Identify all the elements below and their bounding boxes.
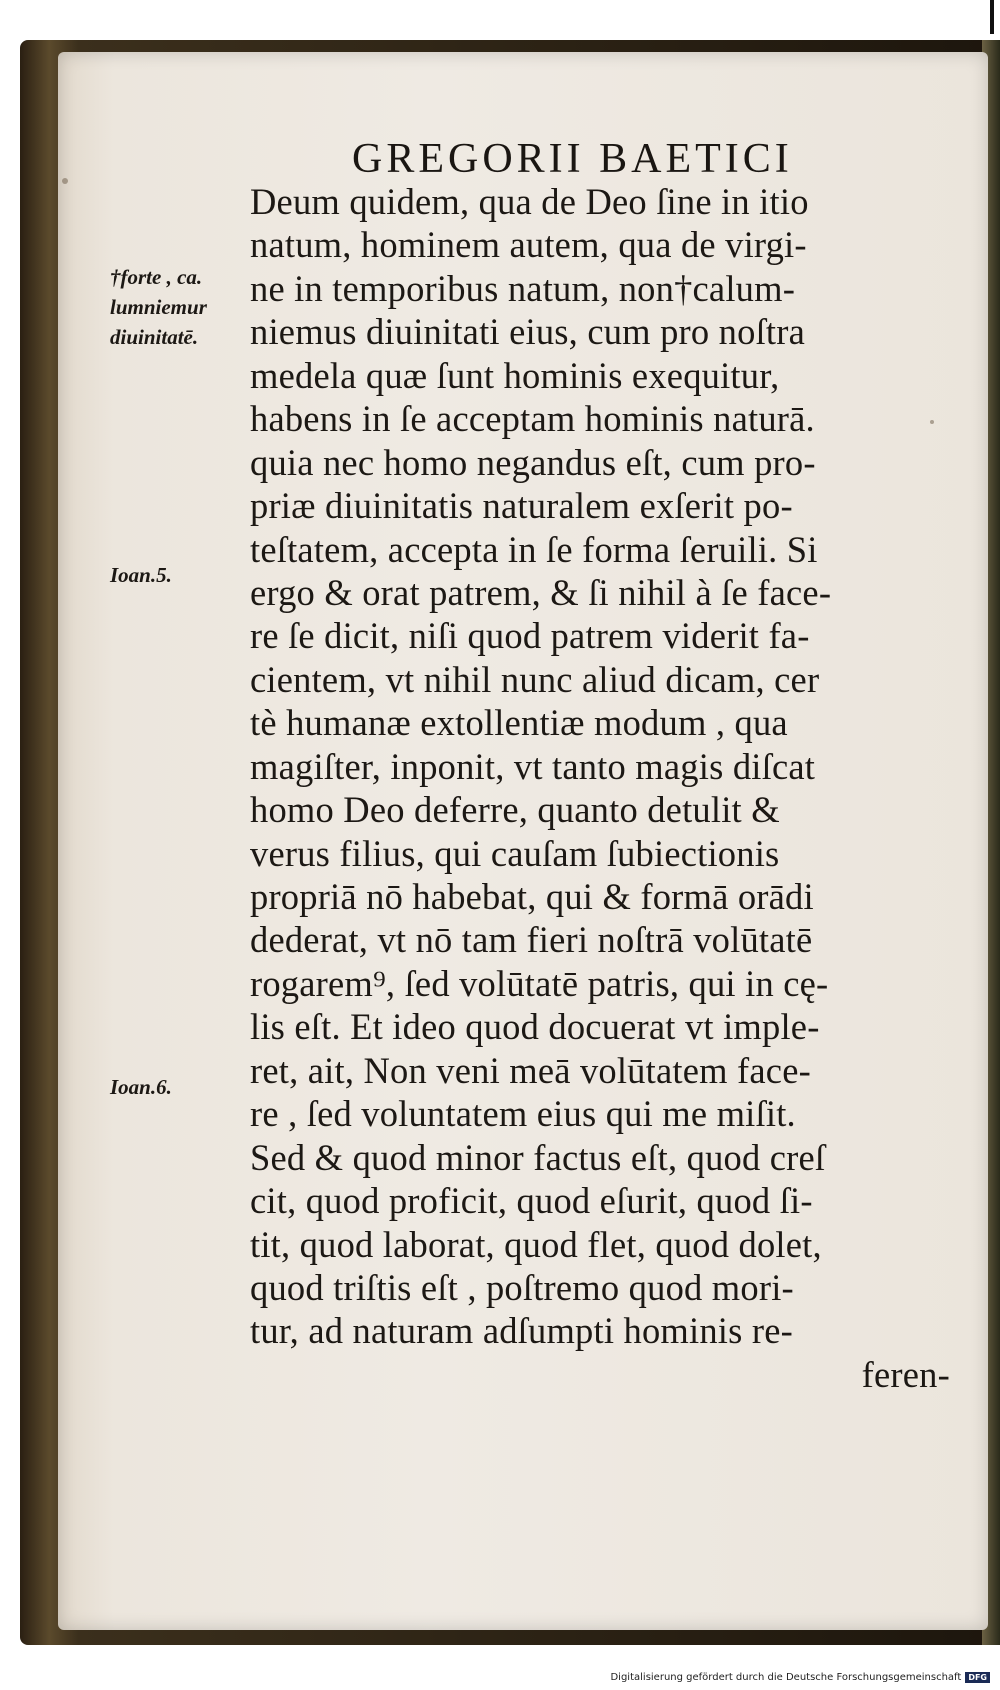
text-line: natum, hominem autem, qua de virgi-	[250, 224, 807, 266]
text-line: tit, quod laborat, quod flet, quod dolet,	[250, 1223, 822, 1265]
text-line: medela quæ ſunt hominis exequitur,	[250, 354, 780, 396]
text-line: quia nec homo negandus eſt, cum pro-	[250, 441, 816, 483]
text-line: niemus diuinitati eius, cum pro noſtra	[250, 311, 806, 353]
text-line: re , ſed voluntatem eius qui me miſit.	[250, 1093, 796, 1135]
text-line: lis eſt. Et ideo quod docuerat vt imple-	[250, 1006, 820, 1048]
text-line: teſtatem, accepta in ſe forma ſeruili. Si	[250, 528, 818, 570]
page-speck	[62, 178, 68, 184]
text-line: re ſe dicit, niſi quod patrem viderit fa-	[250, 615, 810, 657]
text-line: Deum quidem, qua de Deo ſine in itio	[250, 181, 809, 222]
text-line: cit, quod proficit, quod eſurit, quod ſi-	[250, 1180, 813, 1222]
text-line: ergo & orat patrem, & ſi nihil à ſe face-	[250, 571, 832, 613]
text-line: magiſter, inponit, vt tanto magis diſcat	[250, 745, 816, 787]
text-line: priæ diuinitatis naturalem exſerit po-	[250, 485, 793, 527]
text-line: homo Deo deferre, quanto detulit &	[250, 789, 780, 831]
running-head: GREGORII BAETICI	[352, 136, 793, 182]
body-text	[250, 180, 950, 1396]
text-line: dederat, vt nō tam fieri noſtrā volūtatē	[250, 919, 813, 961]
marginal-note-forte	[110, 262, 207, 352]
marginal-line: †forte , ca.	[110, 265, 203, 289]
text-line: Sed & quod minor factus eſt, quod creſ	[250, 1136, 826, 1178]
marginal-line: Ioan.6.	[110, 1075, 172, 1099]
dfg-logo-icon: DFG	[965, 1672, 990, 1683]
marginal-line: diuinitatē.	[110, 325, 199, 349]
text-line: cientem, vt nihil nunc aliud dicam, cer	[250, 658, 820, 700]
marginal-line: Ioan.5.	[110, 563, 172, 587]
digitization-footer	[610, 1672, 990, 1683]
text-line: ne in temporibus natum, non†calum-	[250, 267, 796, 309]
text-line: ret, ait, Non veni meā volūtatem face-	[250, 1049, 811, 1091]
text-line: quod triſtis eſt , poſtremo quod mori-	[250, 1266, 794, 1308]
text-line: propriā nō habebat, qui & formā orādi	[250, 876, 814, 917]
text-line: tur, ad naturam adſumpti hominis re-	[250, 1310, 793, 1352]
scan-corner-mark	[990, 0, 994, 34]
marginal-note-ioan6	[110, 1072, 172, 1102]
catchword: feren-	[861, 1353, 950, 1395]
marginal-line: lumniemur	[110, 295, 207, 319]
text-line: tè humanæ extollentiæ modum , qua	[250, 702, 788, 744]
text-line: habens in ſe acceptam hominis naturā.	[250, 398, 815, 440]
footer-text: Digitalisierung gefördert durch die Deutsche Forschungsgemeinschaft	[610, 1672, 962, 1683]
text-line: verus filius, qui cauſam ſubiectionis	[250, 832, 780, 874]
text-line: rogarem⁹, ſed volūtatē patris, qui in cę-	[250, 962, 829, 1004]
marginal-note-ioan5	[110, 560, 172, 590]
